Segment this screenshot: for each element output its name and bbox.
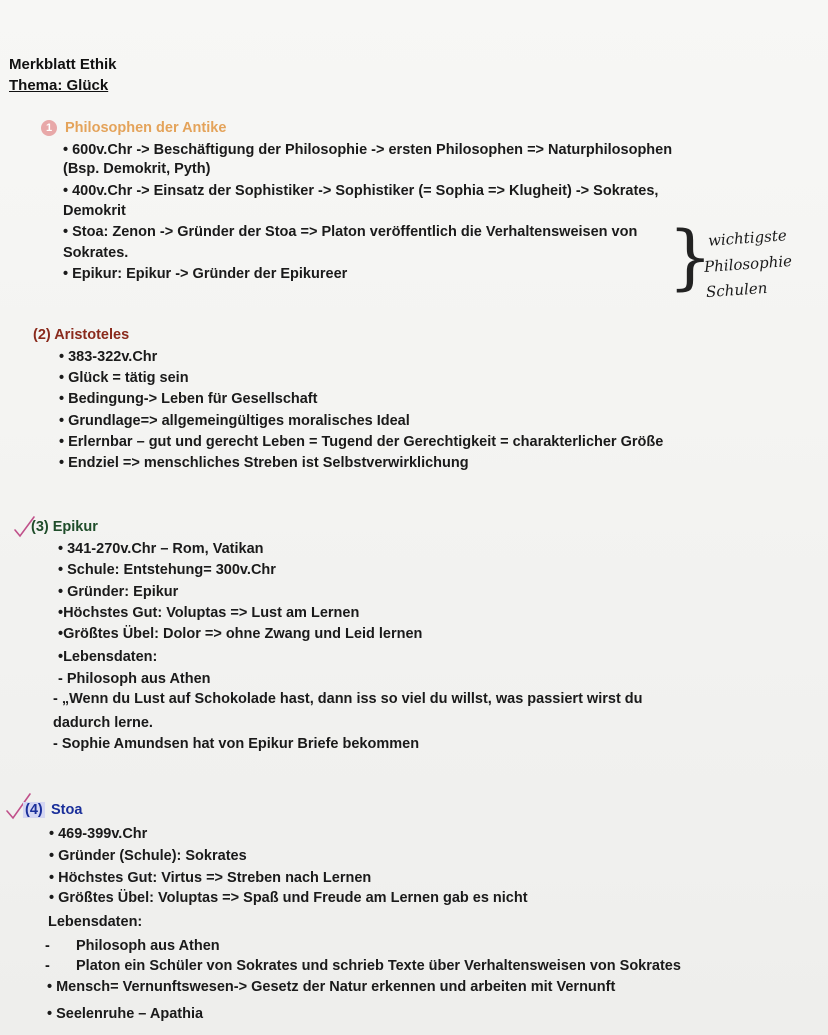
epikur-line: •Lebensdaten: <box>58 649 158 665</box>
stoa-line: • 469-399v.Chr <box>49 826 148 842</box>
aristoteles-line: • Grundlage=> allgemeingültiges moralisches Ideal <box>59 413 410 429</box>
stoa-line: • Seelenruhe – Apathia <box>47 1006 204 1022</box>
antike-line: Demokrit <box>63 203 126 219</box>
antike-line: • Stoa: Zenon -> Gründer der Stoa => Platon veröffentlich die Verhaltensweisen von <box>63 224 638 240</box>
antike-line: • 400v.Chr -> Einsatz der Sophistiker -> Sophistiker (= Sophia => Klugheit) -> Sokrates, <box>63 183 659 199</box>
stoa-line: • Größtes Übel: Voluptas => Spaß und Freude am Lernen gab es nicht <box>49 890 528 906</box>
sheet-title: Merkblatt Ethik <box>9 56 117 73</box>
epikur-line: •Höchstes Gut: Voluptas => Lust am Lernen <box>58 605 360 621</box>
sheet-topic: Thema: Glück <box>9 77 109 94</box>
section-heading-stoa: Stoa <box>51 802 83 818</box>
handwritten-note-line: Philosophie <box>703 251 793 277</box>
epikur-line: dadurch lerne. <box>53 715 153 731</box>
handwritten-brace: } <box>668 216 713 298</box>
section-number-badge: 1 <box>41 120 57 136</box>
stoa-line: Platon ein Schüler von Sokrates und schrieb Texte über Verhaltensweisen von Sokrates <box>76 958 681 974</box>
antike-line: • 600v.Chr -> Beschäftigung der Philosophie -> ersten Philosophen => Naturphilosophen <box>63 142 673 158</box>
epikur-line: • 341-270v.Chr – Rom, Vatikan <box>58 541 264 557</box>
section-number-stoa: (4) <box>25 802 43 818</box>
aristoteles-line: • Endziel => menschliches Streben ist Selbstverwirklichung <box>59 455 469 471</box>
stoa-line: • Gründer (Schule): Sokrates <box>49 848 247 864</box>
stoa-line: • Höchstes Gut: Virtus => Streben nach Lernen <box>49 870 372 886</box>
antike-line: • Epikur: Epikur -> Gründer der Epikureer <box>63 266 348 282</box>
section-heading-epikur: (3) Epikur <box>31 519 98 535</box>
stoa-line: Lebensdaten: <box>48 914 143 930</box>
stoa-dash: - <box>45 958 50 974</box>
aristoteles-line: • Glück = tätig sein <box>59 370 189 386</box>
antike-line: (Bsp. Demokrit, Pyth) <box>63 161 211 177</box>
epikur-line: • Gründer: Epikur <box>58 584 179 600</box>
aristoteles-line: • 383-322v.Chr <box>59 349 158 365</box>
section-heading-aristoteles: (2) Aristoteles <box>33 327 130 343</box>
stoa-line: Philosoph aus Athen <box>76 938 220 954</box>
epikur-line: - Sophie Amundsen hat von Epikur Briefe bekommen <box>53 736 420 752</box>
epikur-line: • Schule: Entstehung= 300v.Chr <box>58 562 276 578</box>
stoa-line: • Mensch= Vernunftswesen-> Gesetz der Natur erkennen und arbeiten mit Vernunft <box>47 979 616 995</box>
handwritten-note-line: wichtigste <box>707 226 788 250</box>
epikur-line: - „Wenn du Lust auf Schokolade hast, dann iss so viel du willst, was passiert wirst du <box>53 691 643 707</box>
handwritten-note-line: Schulen <box>705 278 768 302</box>
epikur-line: •Größtes Übel: Dolor => ohne Zwang und Leid lernen <box>58 626 423 642</box>
antike-line: Sokrates. <box>63 245 129 261</box>
stoa-dash: - <box>45 938 50 954</box>
epikur-line: - Philosoph aus Athen <box>58 671 211 687</box>
section-heading-antike: Philosophen der Antike <box>65 120 227 136</box>
aristoteles-line: • Erlernbar – gut und gerecht Leben = Tugend der Gerechtigkeit = charakterlicher Größe <box>59 434 664 450</box>
aristoteles-line: • Bedingung-> Leben für Gesellschaft <box>59 391 318 407</box>
